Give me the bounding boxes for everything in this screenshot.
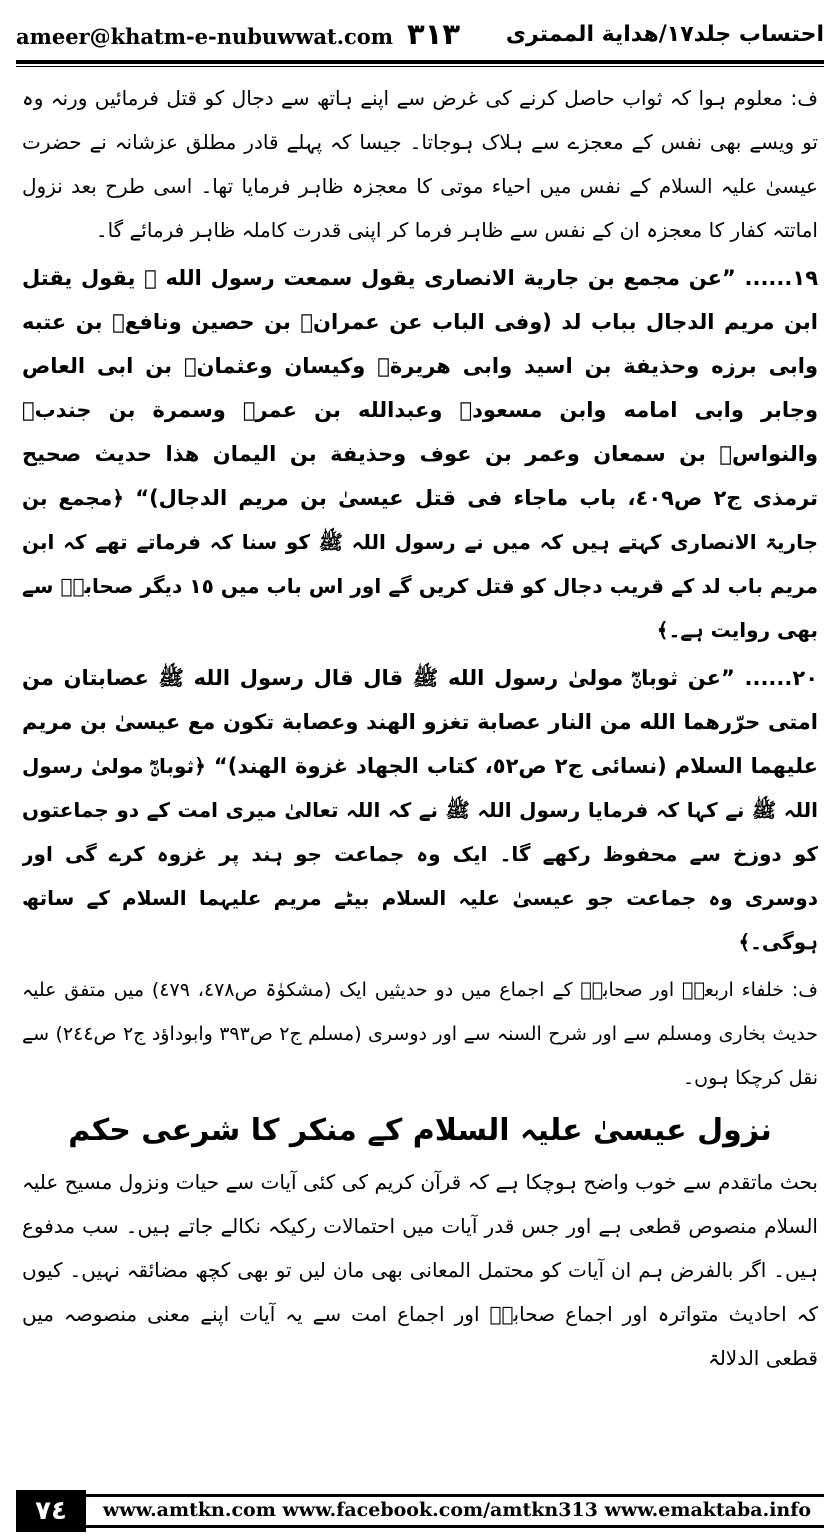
paragraph-khulafa-note: ف: خلفاء اربعہؓ اور صحابہؓ کے اجماع میں دو حدیثیں ایک (مشکوٰۃ ص٤٧٨، ٤٧٩) میں متفق علیہ حدیث بخاری ومسلم سے اور شرح السنہ سے اور دوسری (مسلم ج٢ ص٣٩٣ وابوداؤد ج٢ ص٢٤٤) سے نقل کرچکا ہوں۔ [22, 979, 818, 1089]
footer-page-number: ٧٤ [16, 1490, 86, 1532]
header-page-number: ٣١٣ [407, 17, 461, 51]
footer-rule-top [86, 1494, 824, 1497]
hadith-19 [22, 256, 818, 652]
footer-websites: www.amtkn.com www.facebook.com/amtkn313 www.emaktaba.info [102, 1499, 812, 1521]
header-rule-thick [16, 60, 824, 64]
section-heading: نزول عیسیٰ علیہ السلام کے منکر کا شرعی حکم [68, 1113, 772, 1148]
footer-rule-bottom [86, 1525, 824, 1528]
page-header [16, 14, 824, 54]
paragraph-intro-note: ف: معلوم ہوا کہ ثواب حاصل کرنے کی غرض سے اپنے ہاتھ سے دجال کو قتل فرمائیں ورنہ وہ تو ویسے بھی نفس کے معجزے سے ہلاک ہوجاتا۔ جیسا کہ پہلے قادر مطلق عزشانہ نے حضرت عیسیٰ علیہ السلام کے نفس میں احیاء موتی کا معجزہ ظاہر فرمایا تھا۔ اسی طرح بعد نزول اماتتہ کفار کا معجزہ ان کے نفس سے ظاہر فرما کر اپنی قدرت کاملہ ظاہر فرمائے گا۔ [22, 86, 818, 242]
page-footer [16, 1490, 824, 1532]
footer-bar [86, 1490, 824, 1532]
header-book-title: احتساب جلد١٧/هداية الممترى [505, 21, 824, 47]
header-email: ameer@khatm-e-nubuwwat.com [16, 24, 394, 49]
paragraph-discussion: بحث ماتقدم سے خوب واضح ہوچکا ہے کہ قرآن کریم کی کئی آیات سے حیات ونزول مسیح علیہ السلام منصوص قطعی ہے اور جس قدر آیات میں احتمالات رکیکہ نکالے جاتے ہیں۔ سب مدفوع ہیں۔ اگر بالفرض ہم ان آیات کو محتمل المعانی بھی مان لیں تو بھی کچھ مضائقہ نہیں۔ کیوں کہ احادیث متواترہ اور اجماع صحابہؓ اور اجماع امت سے یہ آیات اپنے معنی منصوصہ میں قطعی الدلالۃ [22, 1170, 818, 1370]
hadith-20 [22, 656, 818, 964]
page-body [22, 76, 818, 1476]
header-rule-thin [16, 66, 824, 67]
hadith-20-translation: ﴿ثوبانؓ مولیٰ رسول اللہ ﷺ نے کہا کہ فرمایا رسول اللہ ﷺ نے کہ اللہ تعالیٰ میری امت کے دو جماعتوں کو دوزخ سے محفوظ رکھے گا۔ ایک وہ جماعت جو ہند پر غزوہ کرے گی اور دوسری وہ جماعت جو عیسیٰ علیہ السلام بیٹے مریم علیہما السلام کے ساتھ ہوگی۔﴾ [22, 754, 818, 954]
hadith-19-translation: ﴿مجمع بن جاریۃ الانصاری کہتے ہیں کہ میں نے رسول اللہ ﷺ کو سنا کہ فرماتے تھے کہ ابن مریم باب لد کے قریب دجال کو قتل کریں گے اور اس باب میں ١٥ دیگر صحابہؓ سے بھی روایت ہے۔﴾ [22, 486, 818, 642]
hadith-19-text: ”عن مجمع بن جارية الانصارى يقول سمعت رسول الله ﷺ يقول يقتل ابن مريم الدجال بباب لد (وفى الباب عن عمرانؓ بن حصين ونافعؓ بن عتبه وابى برزه وحذيفة بن اسيد وابى هريرةؓ وكيسان وعثمانؓ بن ابى العاص وجابر وابى امامه وابن مسعودؓ وعبدالله بن عمرؓ وسمرة بن جندبؓ والنواسؓ بن سمعان وعمر بن عوف وحذيفة بن اليمان هذا حديث صحيح ترمذى ج٢ ص٤٠٩، باب ماجاء فى قتل عيسىٰ بن مريم الدجال)“ [22, 266, 818, 510]
hadith-20-text: ”عن ثوبانؓ مولىٰ رسول الله ﷺ قال قال رسول الله ﷺ عصابتان من امتى حرّرهما الله من النار عصابة تغزو الهند وعصابة تكون مع عيسىٰ بن مريم عليهما السلام (نسائى ج٢ ص٥٢، كتاب الجهاد غزوة الهند)“ [22, 666, 818, 778]
hadith-20-number: ٢٠...... [744, 666, 818, 690]
header-left-group [16, 17, 460, 51]
hadith-19-number: ١٩...... [744, 266, 818, 290]
